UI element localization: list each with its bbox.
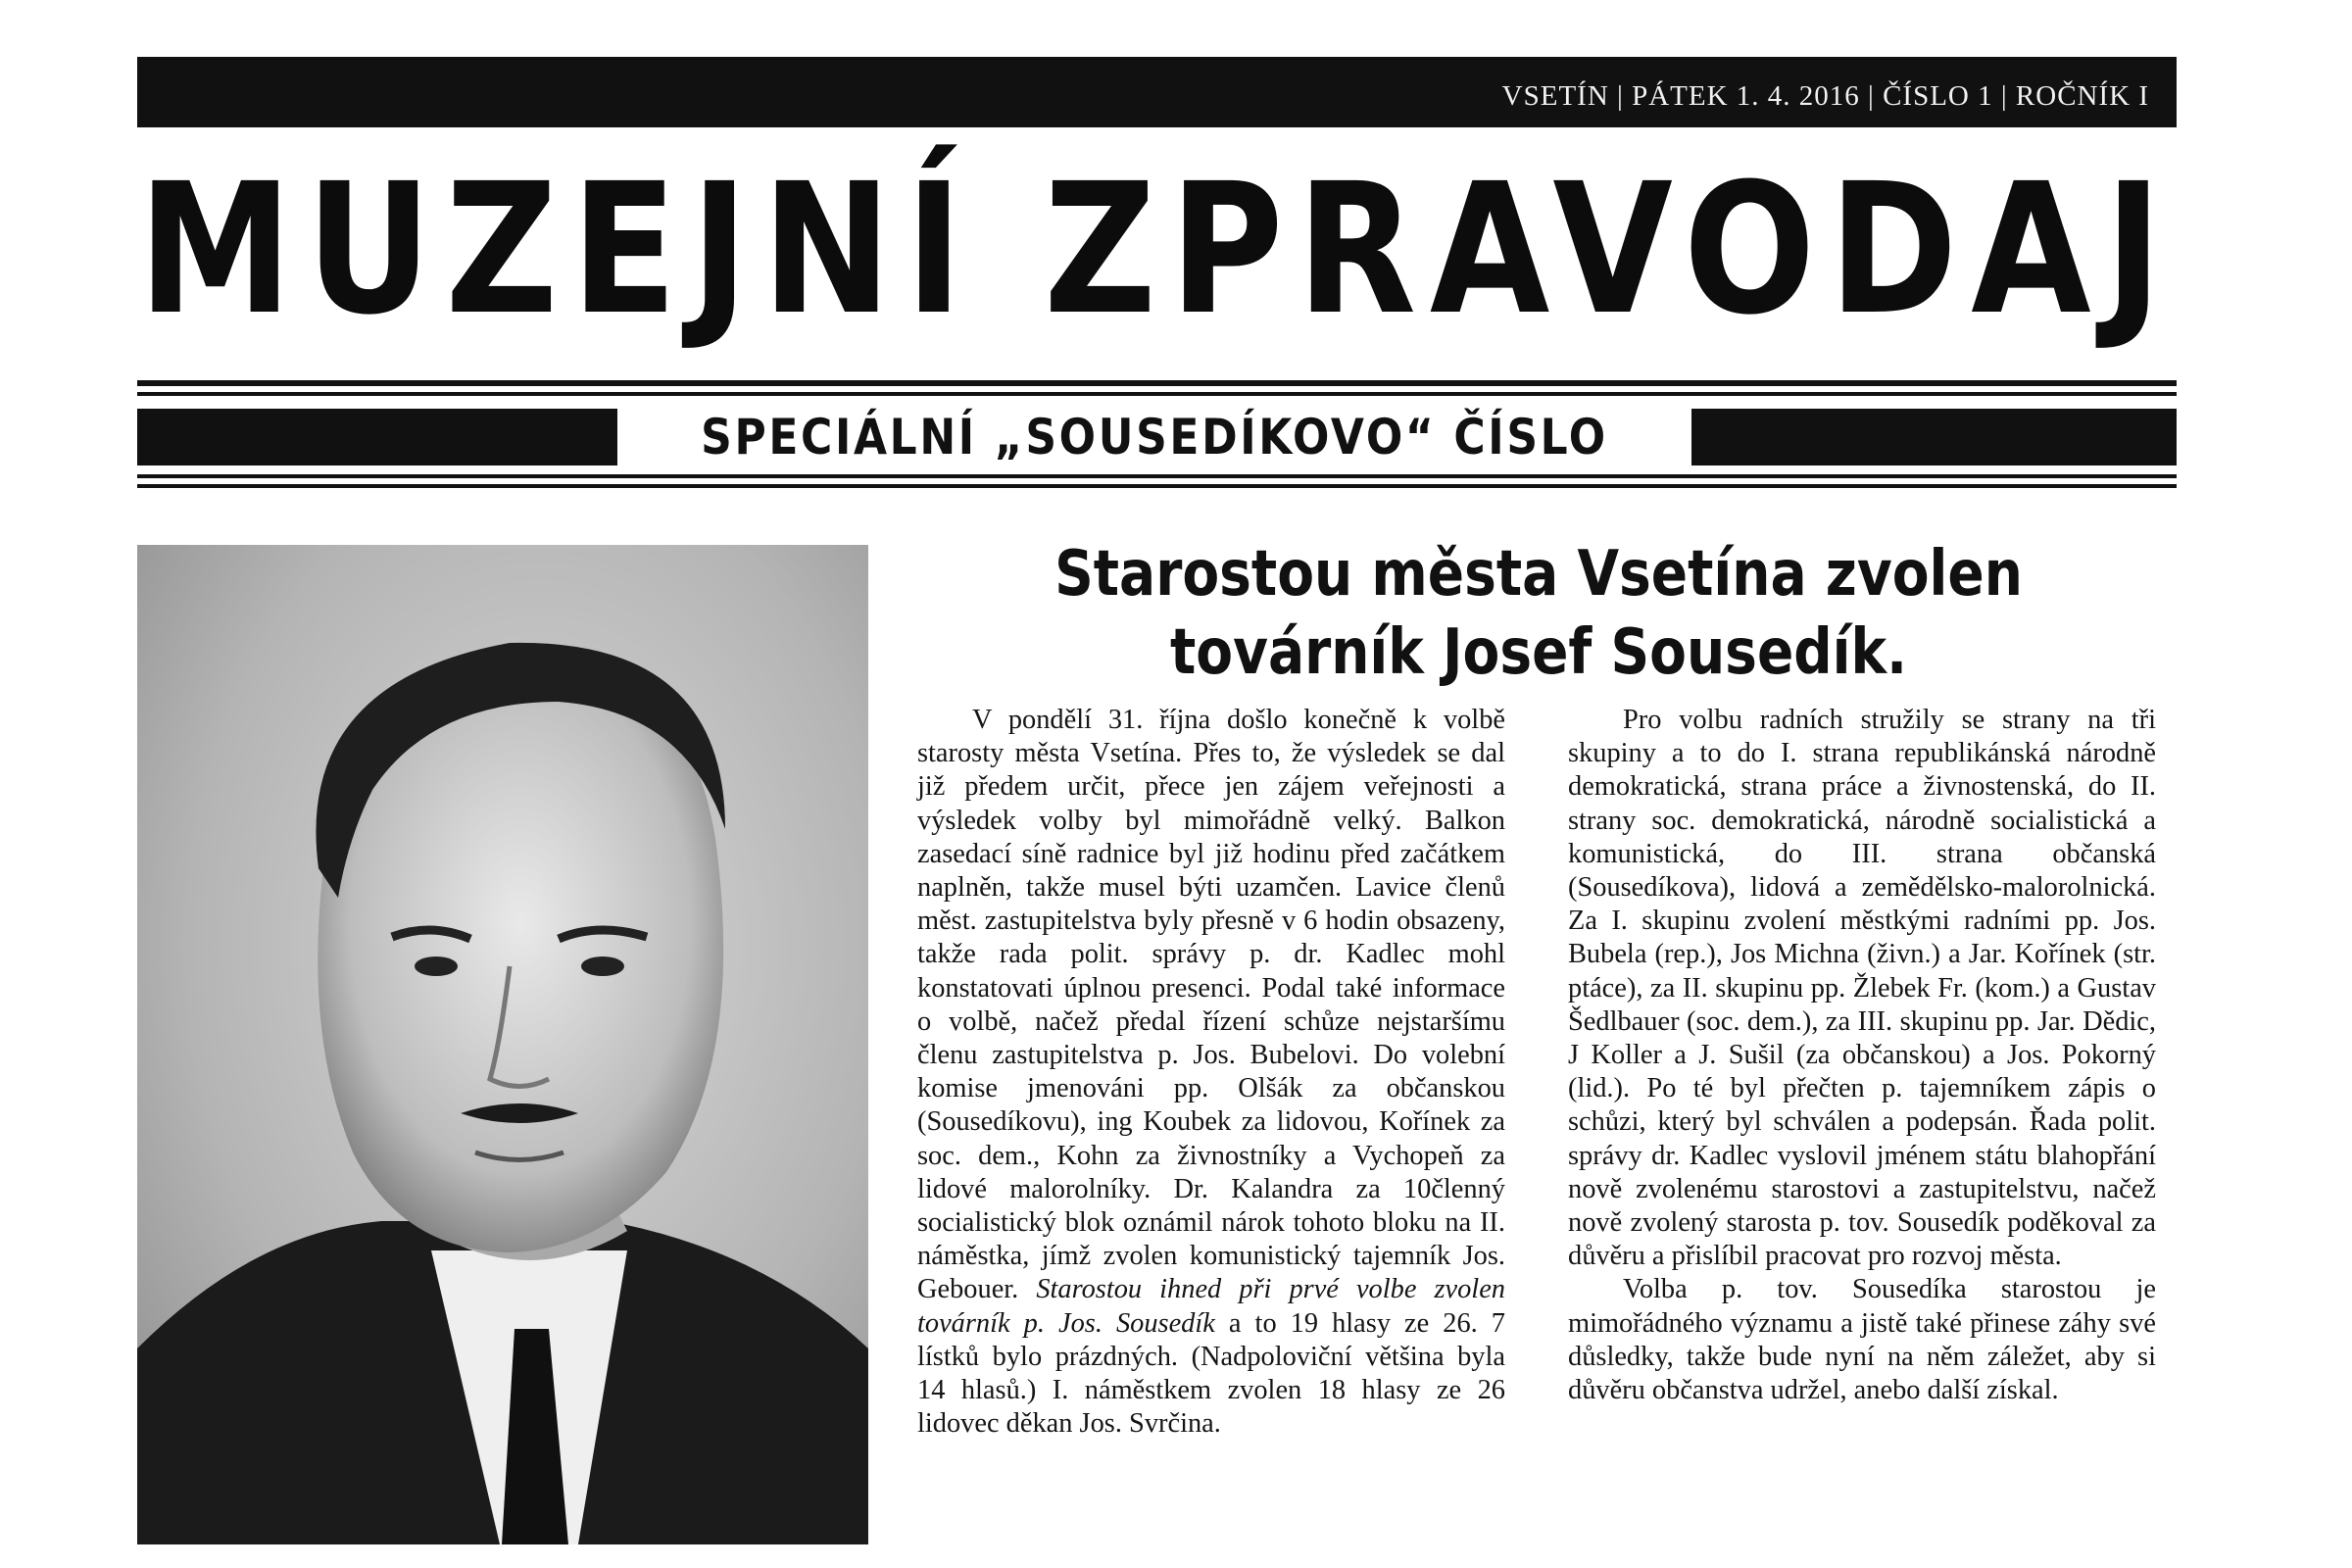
issue-line: VSETÍN | PÁTEK 1. 4. 2016 | ČÍSLO 1 | ROČNÍK I	[1501, 79, 2149, 112]
masthead-rule-bottom	[137, 392, 2177, 396]
subtitle-bar-right	[1691, 409, 2177, 466]
paragraph-text: V pondělí 31. října došlo konečně k volbě starosty města Vsetína. Přes to, že výsledek se dal již předem určit, přece jen zájem veřejnosti a výsledek volby byl mimořádně velký. Balkon zasedací síně radnice byl již hodinu před začátkem naplněn, takže musel býti uzamčen. Lavice členů měst. zastupitelstva byly přesně v 6 hodin obsazeny, takže rada polit. správy p. dr. Kadlec mohl konstatovati úplnou presenci. Podal také informace o volbě, načež předal řízení schůze nejstaršímu členu zastupitelstva p. Jos. Bubelovi. Do volební komise jmenováni pp. Olšák za občanskou (Sousedíkovu), ing Koubek za lidovou, Kořínek za soc. dem., Kohn za živnostníky a Vychopeň za lidové malorolníky. Dr. Kalandra za 10členný socialistický blok oznámil nárok tohoto bloku na II. náměstka, jímž zvolen komunistický tajemník Jos. Gebouer.	[917, 705, 1505, 1305]
portrait-image	[137, 545, 868, 1544]
subtitle-bar-left	[137, 409, 617, 466]
article-column-left	[917, 704, 1505, 1441]
portrait-photo	[137, 545, 868, 1544]
paragraph	[917, 704, 1505, 1441]
newspaper-title: MUZEJNÍ ZPRAVODAJ	[137, 145, 2177, 355]
issue-info-bar	[137, 57, 2177, 127]
article-headline: Starostou města Vsetína zvolen továrník Josef Sousedík.	[1054, 538, 2023, 689]
masthead-rule-top	[137, 380, 2177, 386]
subtitle-rule-2	[137, 484, 2177, 488]
emphasized-text: Starostou ihned při prvé volbe zvolen továrník p. Jos. Sousedík	[917, 1274, 1505, 1339]
subtitle: SPECIÁLNÍ „SOUSEDÍKOVO“ ČÍSLO	[701, 409, 1609, 466]
paragraph: Pro volbu radních stružily se strany na tři skupiny a to do I. strana republikánská národně demokratická, strana práce a živnostenská, do II. strany soc. demokratická, národně socialistická a komunistická, do III. strana občanská (Sousedíkova), lidová a zemědělsko-malorolnická. Za I. skupinu zvolení městkými radními pp. Jos. Bubela (rep.), Jos Michna (živn.) a Jar. Kořínek (str. ptáce), za II. skupinu pp. Žlebek Fr. (kom.) a Gustav Šedlbauer (soc. dem.), za III. skupinu pp. Jar. Dědic, J Koller a J. Sušil (za občanskou) a Jos. Pokorný (lid.). Po té byl přečten p. tajemníkem zápis o schůzi, který byl schválen a podepsán. Řada polit. správy dr. Kadlec vyslovil jménem státu blahopřání nově zvolenému starostovi a zastupitelstvu, načež nově zvolený starosta p. tov. Sousedík poděkoval za důvěru a přislíbil pracovat pro rozvoj města.	[1568, 705, 2156, 1272]
paragraph-text: a to 19 hlasy ze 26. 7 lístků bylo prázdných. (Nadpoloviční většina byla 14 hlasů.) I. náměstkem zvolen 18 hlasy ze 26 lidovec děkan Jos. Svrčina.	[917, 1307, 1506, 1440]
subtitle-banner	[137, 402, 2177, 472]
paragraph: Volba p. tov. Sousedíka starostou je mimořádného významu a jistě také přinese záhy své důsledky, takže bude nyní na něm záležet, aby si důvěru občanstva udržel, anebo další získal.	[1568, 1274, 2156, 1406]
subtitle-rule-1	[137, 474, 2177, 478]
article-column-right	[1568, 704, 2156, 1407]
